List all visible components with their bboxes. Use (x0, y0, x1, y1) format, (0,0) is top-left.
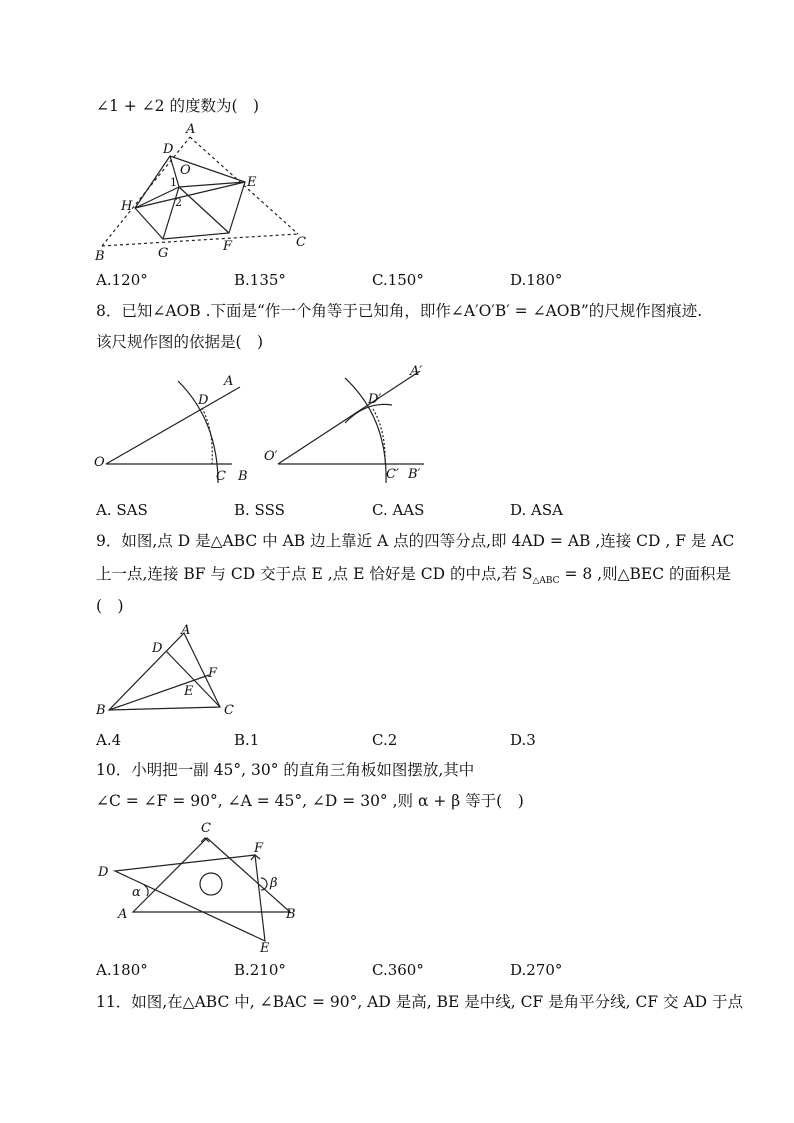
q7-option-a[interactable]: A.120° (96, 271, 148, 289)
q8-option-b[interactable]: B. SSS (234, 501, 285, 519)
q7-label-A: A (186, 122, 196, 137)
q7-label-D: D (163, 142, 174, 157)
q7-option-c[interactable]: C.150° (372, 271, 424, 289)
q9-option-b[interactable]: B.1 (234, 731, 260, 749)
q7-label-O: O (180, 163, 191, 178)
q10-label-E: E (260, 941, 270, 956)
q7-figure (90, 120, 320, 270)
q8-line2: 该尺规作图的依据是( ) (96, 333, 264, 351)
q9-line2-b: = 8 ,则△BEC 的面积是 (559, 565, 732, 583)
q10-label-D: D (98, 865, 109, 880)
q8-left-label-C: C (216, 469, 226, 484)
q9-line2-subscript: △ABC (532, 576, 560, 587)
q8-right-label-A: A′ (410, 364, 423, 379)
q8-right-label-B: B′ (408, 467, 421, 482)
q8-option-d[interactable]: D. ASA (510, 501, 563, 519)
q8-left-label-A: A (224, 374, 234, 389)
q9-label-F: F (208, 666, 218, 681)
q10-label-B: B (286, 907, 296, 922)
q8-right-label-D: D′ (368, 392, 382, 407)
q9-option-d[interactable]: D.3 (510, 731, 536, 749)
q7-label-C: C (296, 235, 306, 250)
q9-line2-a: 上一点,连接 BF 与 CD 交于点 E ,点 E 恰好是 CD 的中点,若 S (96, 565, 533, 583)
q9-label-A: A (181, 623, 191, 638)
q10-line1: 10．小明把一副 45°, 30° 的直角三角板如图摆放,其中 (96, 761, 475, 779)
q9-label-E: E (184, 684, 194, 699)
q7-label-G: G (158, 246, 169, 261)
q7-label-H: H (121, 199, 133, 214)
q8-right-label-O: O′ (264, 449, 278, 464)
q10-label-F: F (254, 841, 264, 856)
q7-label-F: F (223, 239, 233, 254)
q8-line1: 8．已知∠AOB .下面是“作一个角等于已知角，即作∠A′O′B′ = ∠AOB”的尺规作图痕迹. (96, 302, 703, 320)
q9-line1: 9．如图,点 D 是△ABC 中 AB 边上靠近 A 点的四等分点,即 4AD = AB ,连接 CD , F 是 AC (96, 532, 735, 550)
q8-left-label-B: B (238, 469, 248, 484)
q9-label-C: C (224, 703, 234, 718)
q9-option-c[interactable]: C.2 (372, 731, 398, 749)
q7-label-1: 1 (170, 176, 177, 189)
q7-label-B: B (95, 249, 105, 264)
q10-label-C: C (201, 821, 211, 836)
q10-option-a[interactable]: A.180° (96, 961, 148, 979)
q9-line2 (96, 564, 731, 591)
q8-option-a[interactable]: A. SAS (96, 501, 148, 519)
q7-label-2: 2 (175, 196, 182, 209)
q10-option-b[interactable]: B.210° (234, 961, 286, 979)
q8-figure (90, 365, 440, 490)
q9-figure (90, 620, 250, 720)
q10-label-beta: β (270, 876, 278, 891)
q10-label-A: A (118, 907, 128, 922)
q9-label-B: B (96, 703, 106, 718)
q7-option-d[interactable]: D.180° (510, 271, 563, 289)
q9-label-D: D (152, 641, 163, 656)
q7-stem: ∠1 + ∠2 的度数为( ) (96, 97, 260, 115)
q10-line2: ∠C = ∠F = 90°, ∠A = 45°, ∠D = 30° ,则 α + β 等于( ) (96, 792, 524, 810)
q9-option-a[interactable]: A.4 (96, 731, 122, 749)
q8-option-c[interactable]: C. AAS (372, 501, 425, 519)
q8-right-label-C: C′ (386, 467, 399, 482)
q10-figure (90, 818, 310, 958)
q11-line1: 11．如图,在△ABC 中, ∠BAC = 90°, AD 是高, BE 是中线, CF 是角平分线, CF 交 AD 于点 (96, 993, 743, 1011)
q8-left-label-D: D (198, 393, 209, 408)
q9-line3: ( ) (96, 597, 124, 615)
q8-left-label-O: O (94, 455, 105, 470)
q7-label-E: E (247, 175, 257, 190)
q10-option-d[interactable]: D.270° (510, 961, 563, 979)
q7-option-b[interactable]: B.135° (234, 271, 286, 289)
q10-option-c[interactable]: C.360° (372, 961, 424, 979)
q10-label-alpha: α (132, 885, 141, 900)
